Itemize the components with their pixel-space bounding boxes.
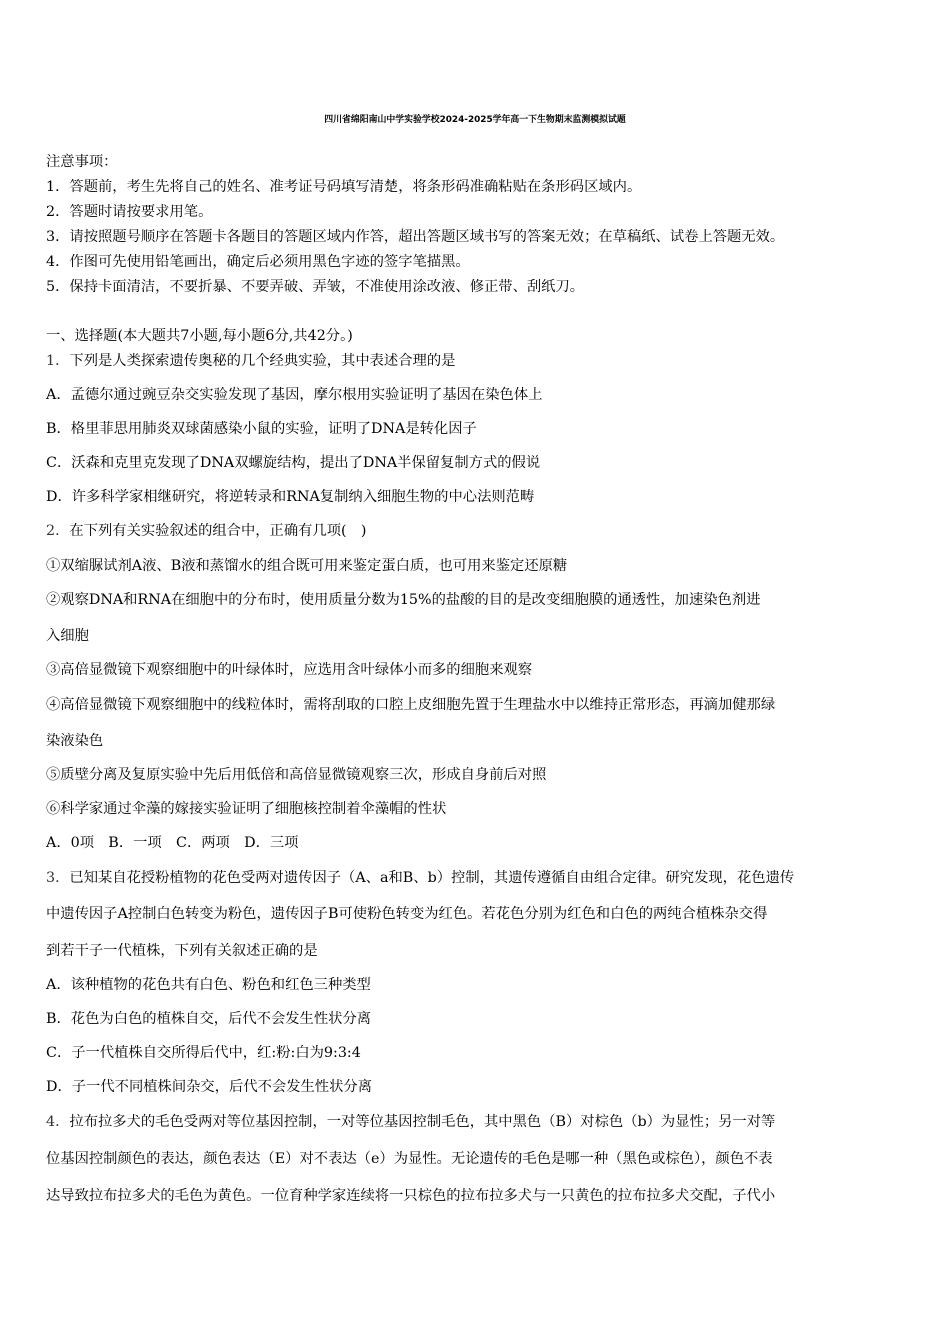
notice-item-4: 4．作图可先使用铅笔画出，确定后必须用黑色字迹的签字笔描黑。 xyxy=(46,254,470,270)
q2-statement-4-line-2: 染液染色 xyxy=(46,733,104,749)
q3-option-d: D．子一代不同植株间杂交，后代不会发生性状分离 xyxy=(46,1079,372,1095)
section-heading: 一、选择题(本大题共7小题,每小题6分,共42分。) xyxy=(46,328,353,344)
question-number: 1． xyxy=(46,353,70,369)
question-number: 2． xyxy=(46,523,70,539)
question-number: 3． xyxy=(46,870,70,886)
question-1-stem xyxy=(46,351,455,371)
q2-statement-1: ①双缩脲试剂A液、B液和蒸馏水的组合既可用来鉴定蛋白质，也可用来鉴定还原糖 xyxy=(46,558,568,574)
q2-statement-3: ③高倍显微镜下观察细胞中的叶绿体时，应选用含叶绿体小而多的细胞来观察 xyxy=(46,662,533,678)
q1-option-c: C．沃森和克里克发现了DNA双螺旋结构，提出了DNA半保留复制方式的假说 xyxy=(46,455,541,471)
question-text: 已知某自花授粉植物的花色受两对遗传因子（A、a和B、b）控制，其遗传遵循自由组合定律。研究发现，花色遗传 xyxy=(69,870,795,886)
q2-statement-6: ⑥科学家通过伞藻的嫁接实验证明了细胞核控制着伞藻帽的性状 xyxy=(46,801,447,817)
exam-title: 四川省绵阳南山中学实验学校2024-2025学年高一下生物期末监测模拟试题 xyxy=(324,115,626,125)
question-4-stem-line-1 xyxy=(46,1112,775,1132)
question-text: 拉布拉多犬的毛色受两对等位基因控制，一对等位基因控制毛色，其中黑色（B）对棕色（b）为显性；另一对等 xyxy=(69,1114,776,1130)
question-text: 在下列有关实验叙述的组合中，正确有几项( ) xyxy=(69,523,367,539)
notice-header: 注意事项： xyxy=(46,154,118,170)
question-number: 4． xyxy=(46,1114,70,1130)
q3-option-b: B．花色为白色的植株自交，后代不会发生性状分离 xyxy=(46,1011,372,1027)
notice-item-2: 2．答题时请按要求用笔。 xyxy=(46,204,213,220)
question-4-stem-line-3: 达导致拉布拉多犬的毛色为黄色。一位育种学家连续将一只棕色的拉布拉多犬与一只黄色的拉布拉多犬交配，子代小 xyxy=(46,1188,776,1204)
q1-option-a: A．孟德尔通过豌豆杂交实验发现了基因，摩尔根用实验证明了基因在染色体上 xyxy=(46,387,543,403)
q3-option-c: C．子一代植株自交所得后代中，红:粉:白为9:3:4 xyxy=(46,1045,361,1061)
q2-statement-4-line-1: ④高倍显微镜下观察细胞中的线粒体时，需将刮取的口腔上皮细胞先置于生理盐水中以维持正常形态，再滴加健那绿 xyxy=(46,697,776,713)
question-3-stem-line-2: 中遗传因子A控制白色转变为粉色，遗传因子B可使粉色转变为红色。若花色分别为红色和白色的两纯合植株杂交得 xyxy=(46,906,768,922)
question-text: 下列是人类探索遗传奥秘的几个经典实验，其中表述合理的是 xyxy=(69,353,456,369)
q1-option-b: B．格里菲思用肺炎双球菌感染小鼠的实验，证明了DNA是转化因子 xyxy=(46,421,477,437)
question-3-stem-line-1 xyxy=(46,868,794,888)
notice-item-5: 5．保持卡面清洁，不要折暴、不要弄破、弄皱，不准使用涂改液、修正带、刮纸刀。 xyxy=(46,279,585,295)
notice-item-3: 3．请按照题号顺序在答题卡各题目的答题区域内作答，超出答题区域书写的答案无效；在草稿纸、试卷上答题无效。 xyxy=(46,229,785,245)
q2-options: A．0项 B．一项 C．两项 D．三项 xyxy=(46,835,299,851)
question-2-stem xyxy=(46,521,367,541)
q2-statement-5: ⑤质壁分离及复原实验中先后用低倍和高倍显微镜观察三次，形成自身前后对照 xyxy=(46,767,547,783)
question-3-stem-line-3: 到若干子一代植株，下列有关叙述正确的是 xyxy=(46,943,318,959)
q2-statement-2-line-2: 入细胞 xyxy=(46,628,89,644)
notice-item-1: 1．答题前，考生先将自己的姓名、准考证号码填写清楚，将条形码准确粘贴在条形码区域内。 xyxy=(46,179,642,195)
question-4-stem-line-2: 位基因控制颜色的表达，颜色表达（E）对不表达（e）为显性。无论遗传的毛色是哪一种（黑色或棕色），颜色不表 xyxy=(46,1151,773,1167)
q2-statement-2-line-1: ②观察DNA和RNA在细胞中的分布时，使用质量分数为15%的盐酸的目的是改变细胞膜的通透性，加速染色剂进 xyxy=(46,592,761,608)
q3-option-a: A．该种植物的花色共有白色、粉色和红色三种类型 xyxy=(46,977,371,993)
q1-option-d: D．许多科学家相继研究，将逆转录和RNA复制纳入细胞生物的中心法则范畴 xyxy=(46,489,535,505)
